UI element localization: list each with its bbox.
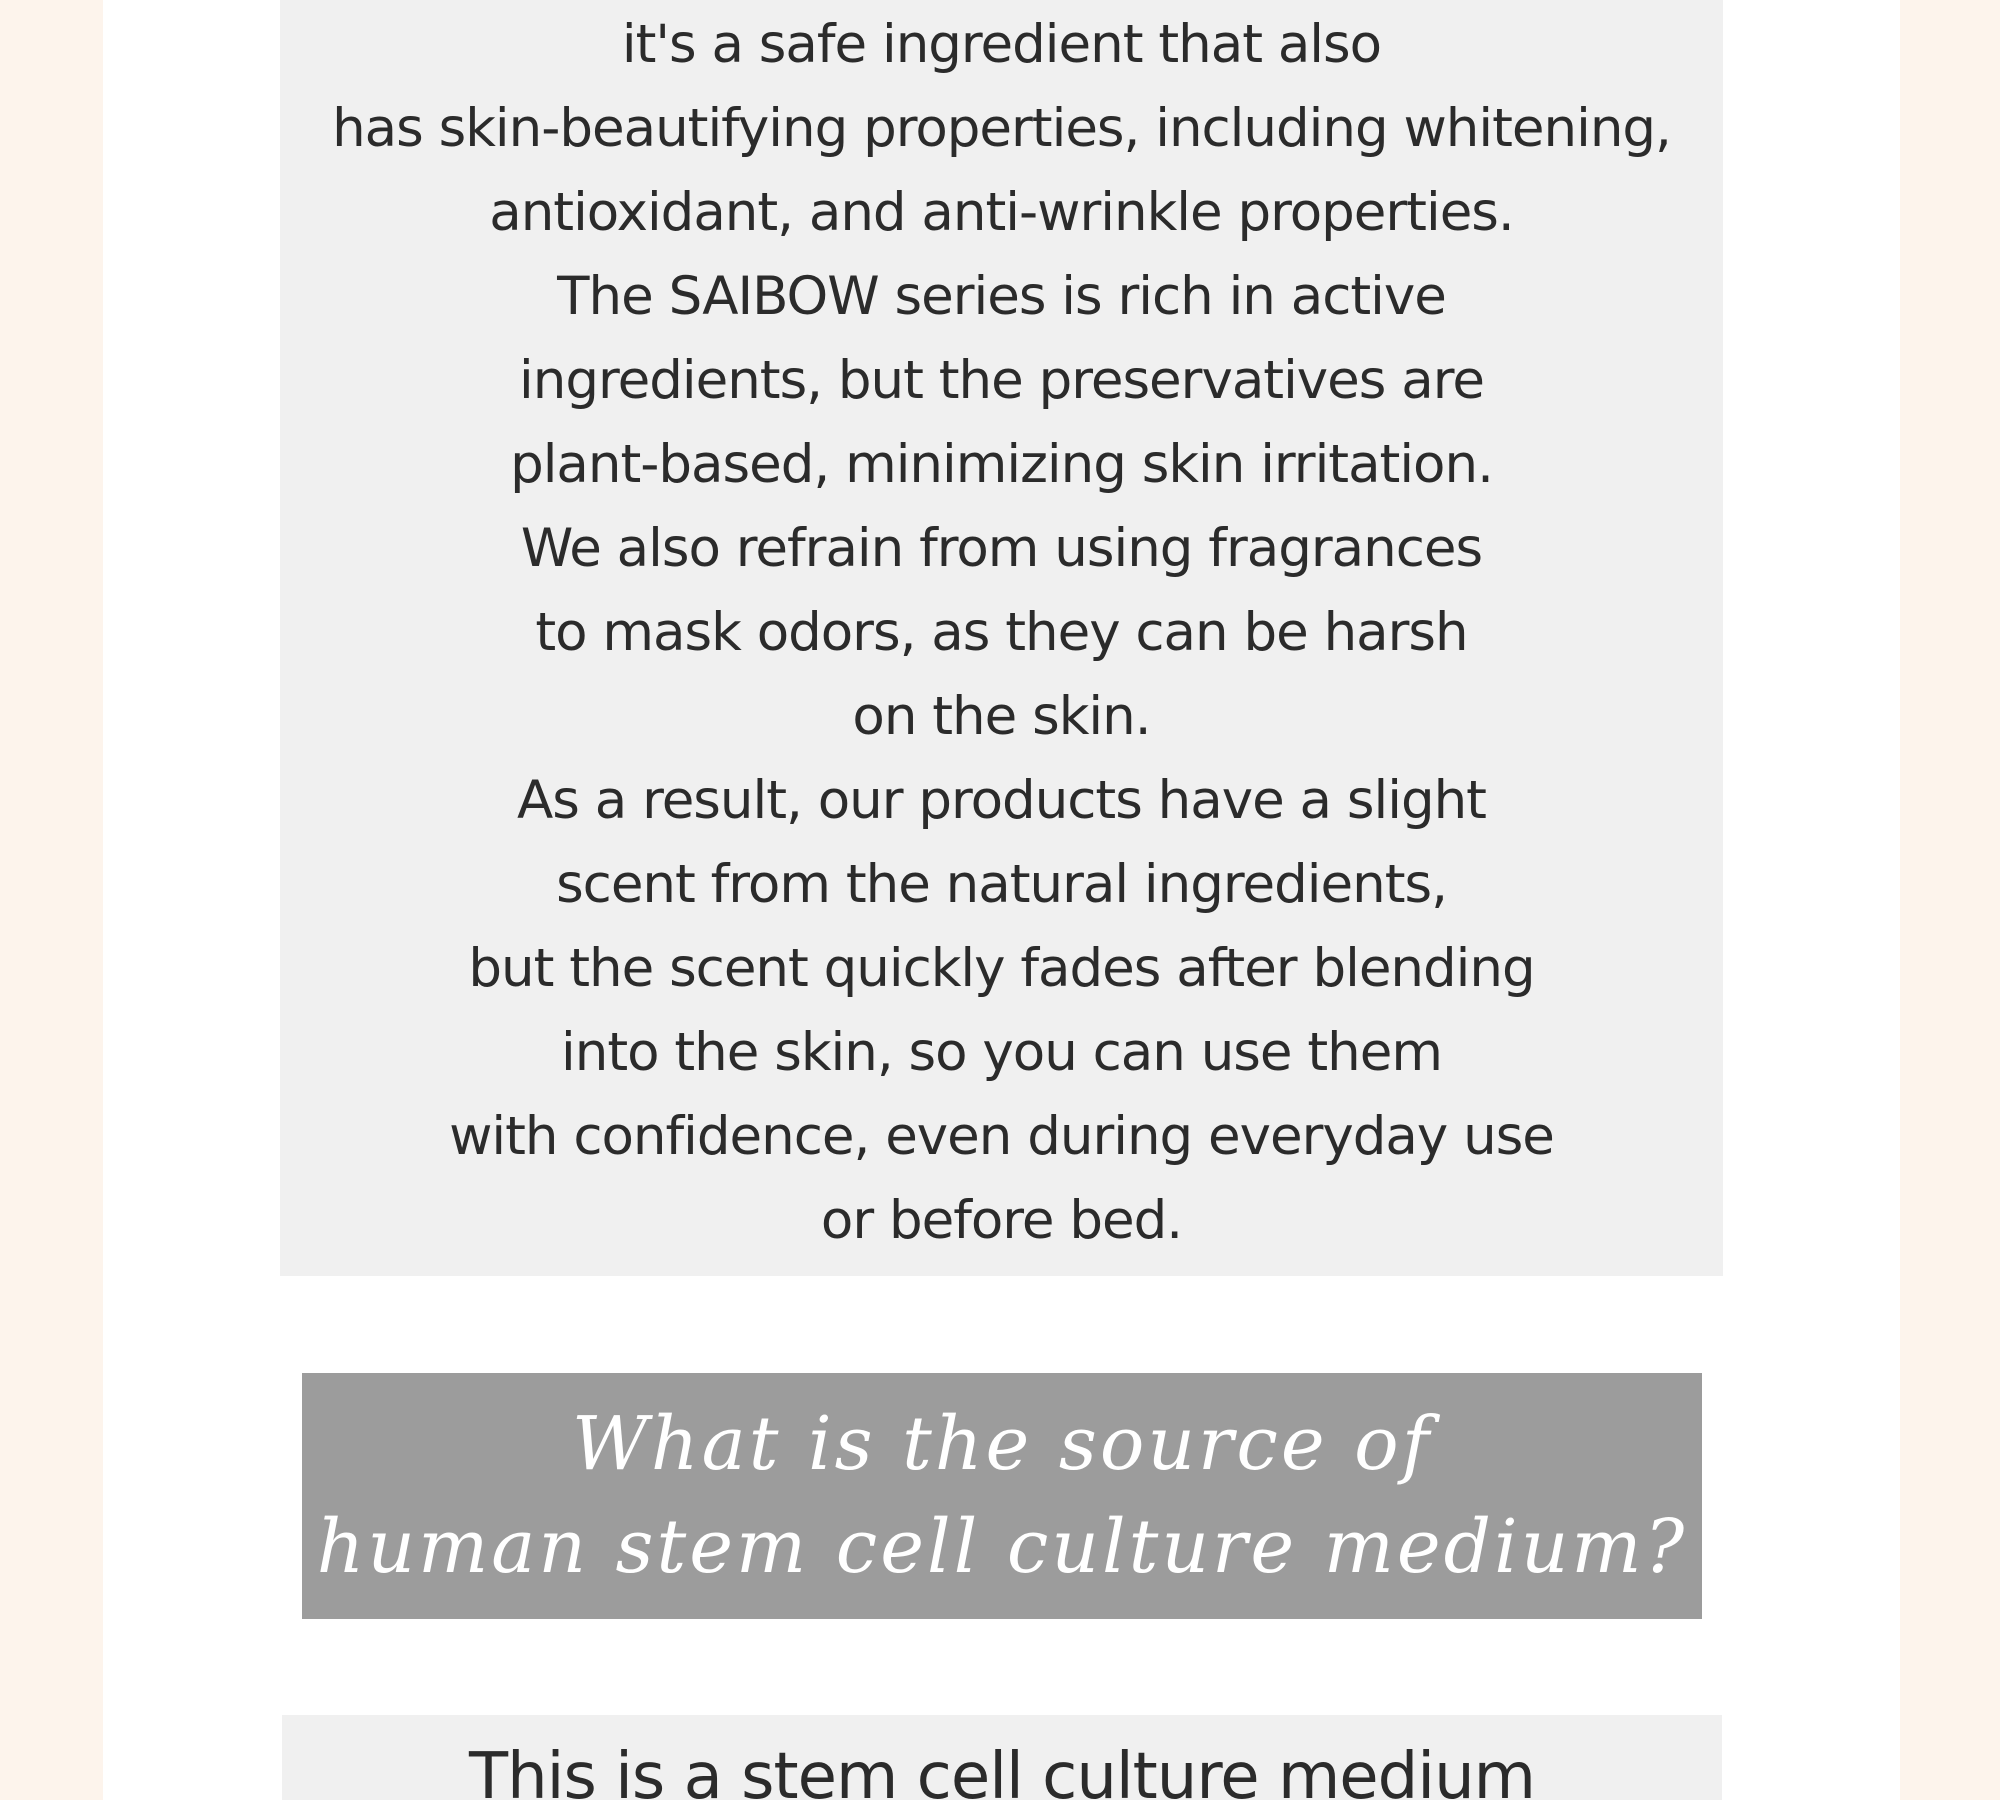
answer-text-panel (282, 1715, 1722, 1800)
body-text-line: or before bed. (820, 1190, 1183, 1251)
body-text-line: with confidence, even during everyday use (449, 1106, 1554, 1167)
question-heading-box (302, 1373, 1702, 1619)
body-text-line: As a result, our products have a slight (517, 770, 1486, 831)
body-text-line: scent from the natural ingredients, (556, 854, 1447, 915)
body-text-line: The SAIBOW series is rich in active (557, 266, 1446, 327)
answer-text-line: This is a stem cell culture medium (469, 1740, 1535, 1800)
body-text-line: but the scent quickly fades after blending (468, 938, 1535, 999)
body-text-line: into the skin, so you can use them (561, 1022, 1442, 1083)
body-text-line: antioxidant, and anti-wrinkle properties. (489, 182, 1514, 243)
body-text-line: it's a safe ingredient that also (621, 14, 1382, 75)
question-heading-line: What is the source of (571, 1401, 1433, 1487)
body-text-line: We also refrain from using fragrances (520, 518, 1483, 579)
body-text (280, 3, 1723, 1263)
body-text-line: to mask odors, as they can be harsh (535, 602, 1468, 663)
question-heading-line: human stem cell culture medium? (316, 1504, 1688, 1590)
body-text-line: on the skin. (852, 686, 1151, 747)
body-text-line: has skin-beautifying properties, including whitening, (332, 98, 1671, 159)
page-background (103, 0, 1900, 1800)
question-heading (302, 1393, 1702, 1599)
body-text-panel (280, 0, 1723, 1276)
body-text-line: plant-based, minimizing skin irritation. (510, 434, 1493, 495)
body-text-line: ingredients, but the preservatives are (519, 350, 1484, 411)
